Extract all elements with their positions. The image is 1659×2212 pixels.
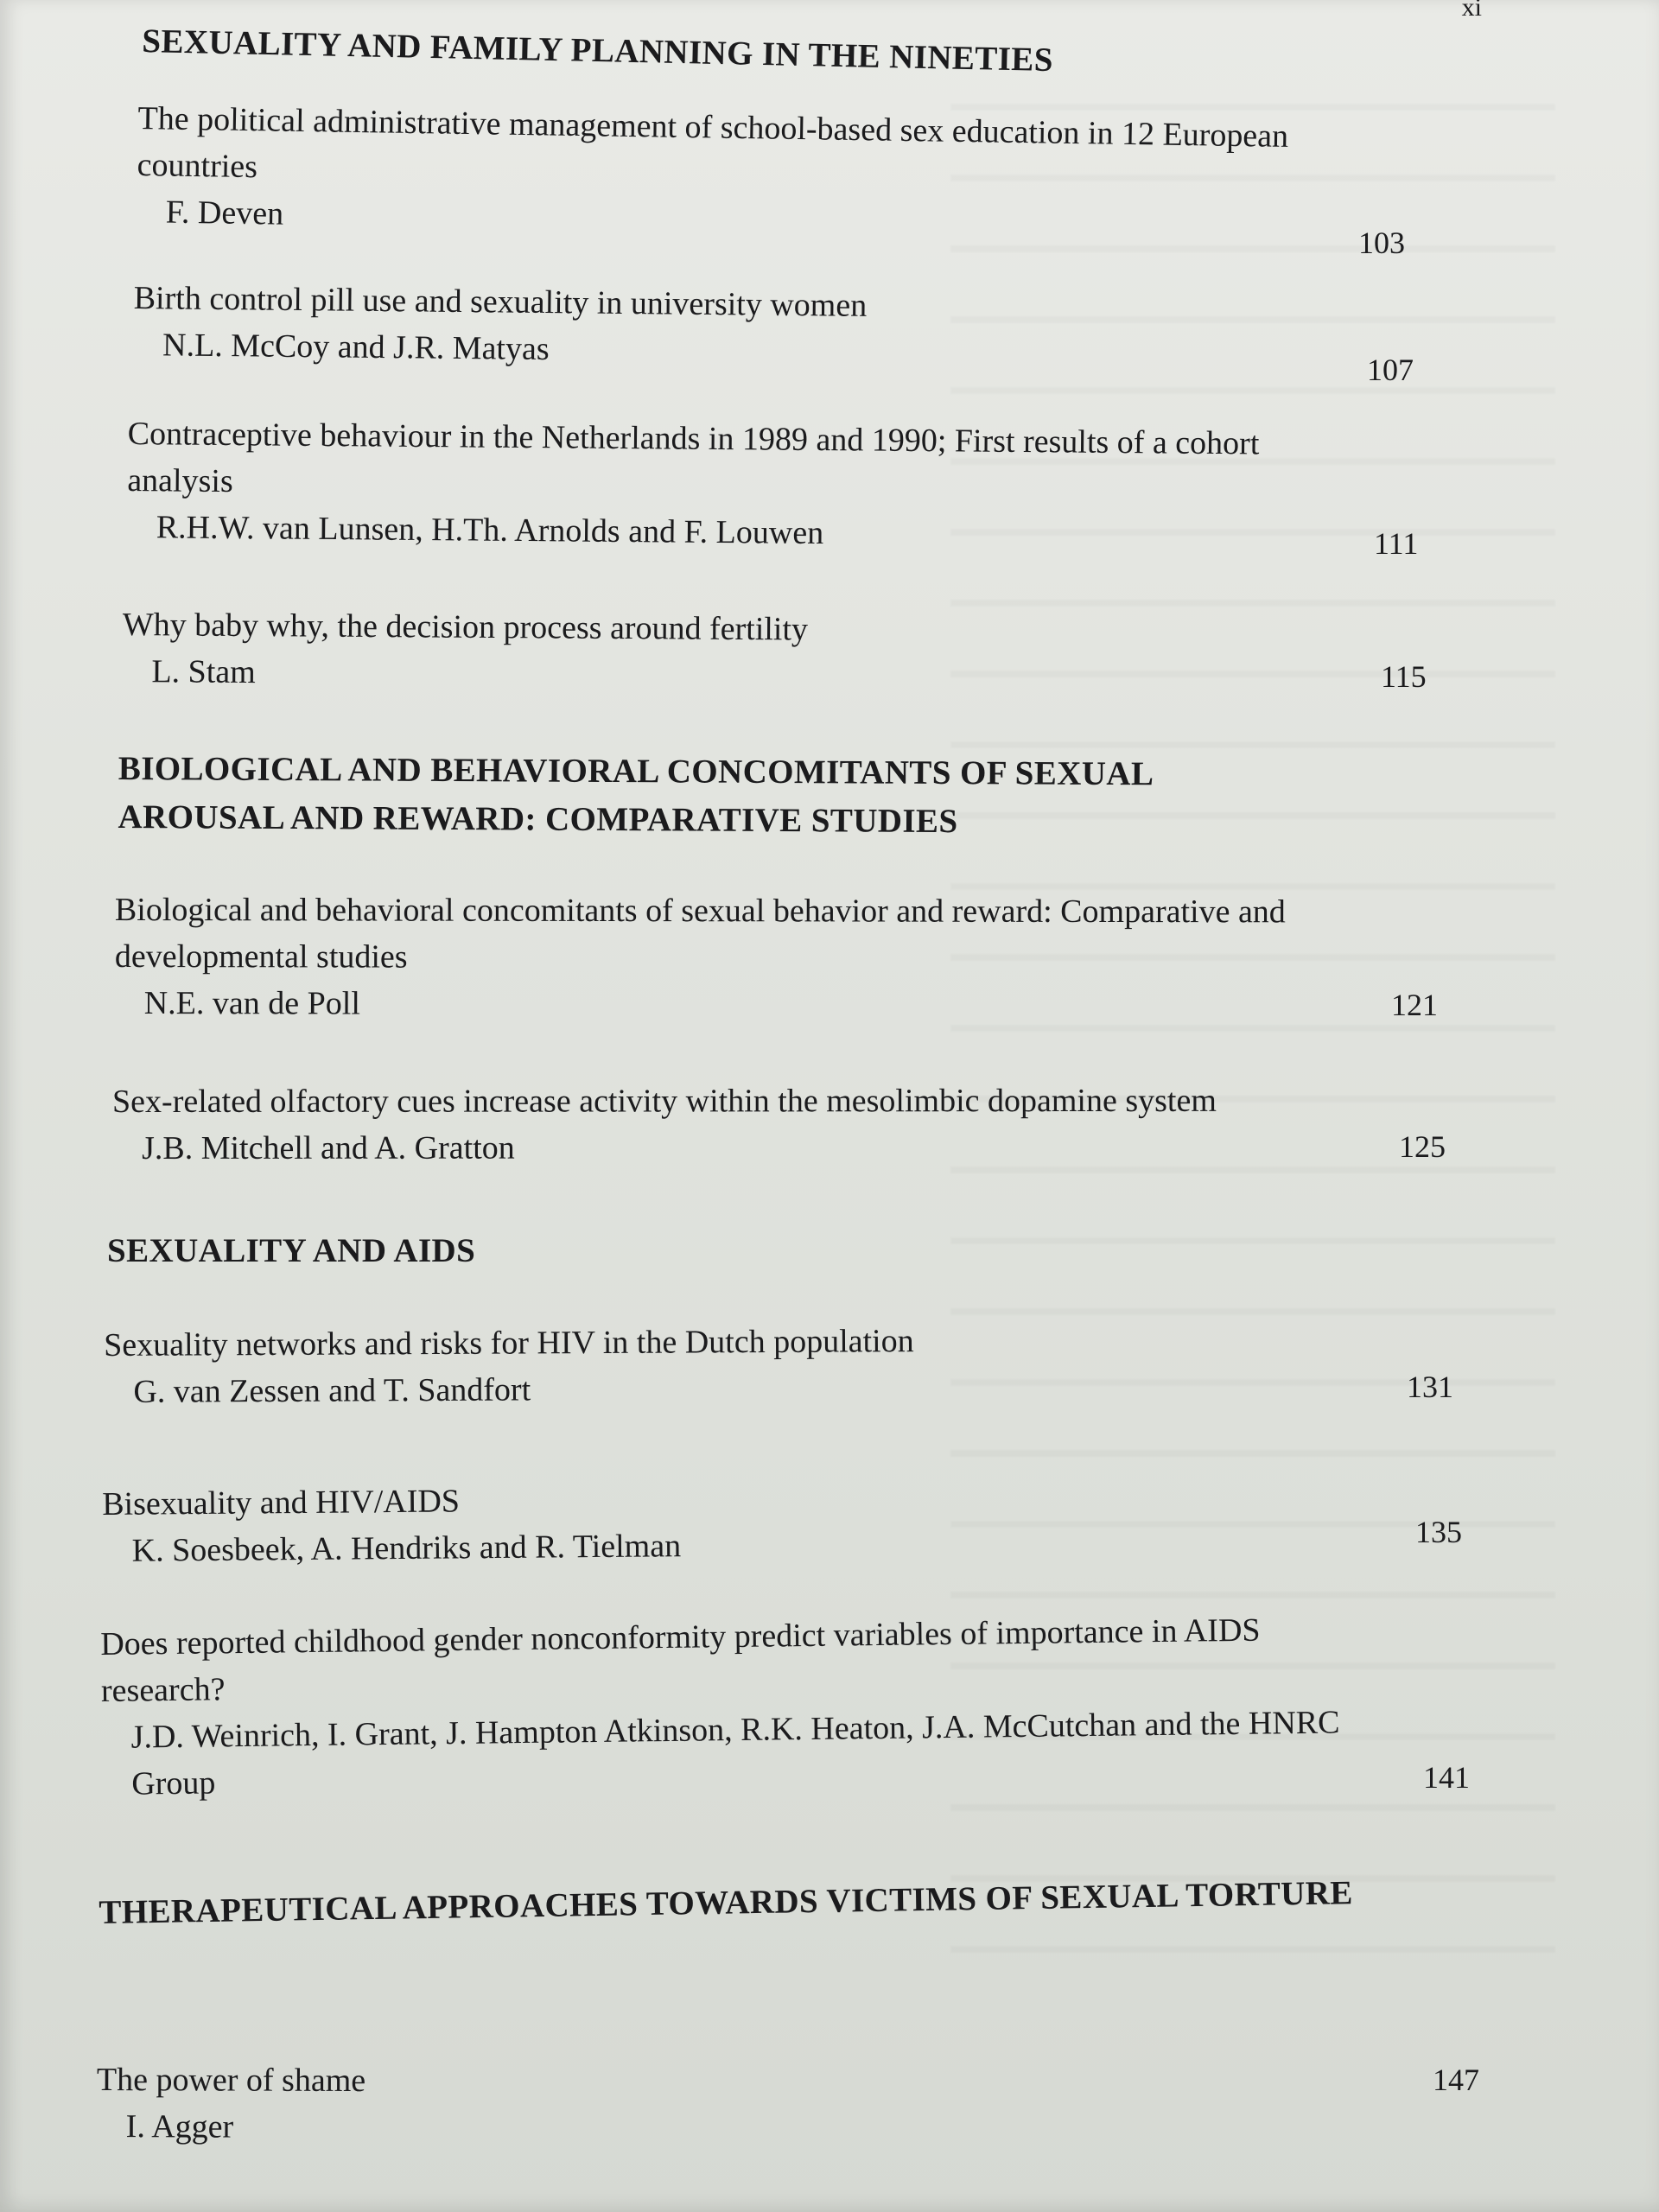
toc-entry xyxy=(100,1605,1347,1808)
entry-title: Why baby why, the decision process around fertility xyxy=(122,606,809,648)
entry-title: Contraceptive behaviour in the Netherlands in 1989 and 1990; First results of a cohort analysis xyxy=(127,415,1260,500)
entry-page-number: 125 xyxy=(1399,1129,1446,1164)
entry-page-number: 107 xyxy=(1367,353,1414,387)
entry-authors: N.E. van de Poll xyxy=(143,985,360,1022)
entry-authors: K. Soesbeek, A. Hendriks and R. Tielman xyxy=(131,1528,682,1569)
toc-entry xyxy=(115,887,1342,1028)
entry-page-number: 115 xyxy=(1381,659,1427,694)
table-of-contents xyxy=(96,0,1521,2212)
toc-entry xyxy=(127,410,1372,562)
entry-authors: F. Deven xyxy=(165,194,284,232)
entry-title: The power of shame xyxy=(96,2062,366,2100)
entry-page-number: 121 xyxy=(1391,988,1438,1022)
entry-title: Sexuality networks and risks for HIV in the Dutch population xyxy=(104,1323,914,1363)
toc-entry xyxy=(97,2056,874,2152)
entry-page-number: 135 xyxy=(1415,1515,1462,1549)
entry-title: Biological and behavioral concomitants of sexual behavior and reward: Comparative and developmental studies xyxy=(114,892,1286,976)
entry-authors: J.B. Mitchell and A. Gratton xyxy=(142,1129,515,1166)
section-heading: SEXUALITY AND FAMILY PLANNING IN THE NINETIES xyxy=(141,22,1054,79)
toc-entry xyxy=(136,95,1347,254)
entry-authors: N.L. McCoy and J.R. Matyas xyxy=(162,327,550,368)
toc-entry xyxy=(133,275,1223,379)
entry-authors: R.H.W. van Lunsen, H.Th. Arnolds and F. Louwen xyxy=(156,509,824,552)
entry-title: The political administrative management of school-based sex education in 12 European countries xyxy=(137,99,1289,186)
entry-page-number: 147 xyxy=(1433,2063,1479,2097)
entry-title: Bisexuality and HIV/AIDS xyxy=(102,1483,461,1522)
entry-authors: I. Agger xyxy=(125,2108,234,2145)
toc-entry xyxy=(102,1472,1140,1574)
entry-authors: L. Stam xyxy=(151,653,256,691)
entry-page-number: 103 xyxy=(1358,226,1405,260)
entry-title: Does reported childhood gender nonconformity predict variables of importance in AIDS research? xyxy=(100,1611,1261,1709)
section-heading: THERAPEUTICAL APPROACHES TOWARDS VICTIMS OF SEXUAL TORTURE xyxy=(99,1874,1354,1931)
toc-entry xyxy=(122,601,1246,702)
entry-page-number: 141 xyxy=(1423,1760,1470,1795)
entry-authors: J.D. Weinrich, I. Grant, J. Hampton Atkinson, R.K. Heaton, J.A. McCutchan and the HNRC Group xyxy=(130,1704,1340,1802)
toc-entry xyxy=(104,1316,1332,1415)
toc-entry xyxy=(112,1077,1460,1172)
entry-authors: G. van Zessen and T. Sandfort xyxy=(133,1371,531,1410)
page-folio: xi xyxy=(1461,0,1482,22)
section-heading: BIOLOGICAL AND BEHAVIORAL CONCOMITANTS OF SEXUAL AROUSAL AND REWARD: COMPARATIVE STUDIES xyxy=(118,749,1153,841)
section-heading: SEXUALITY AND AIDS xyxy=(107,1232,476,1269)
entry-title: Sex-related olfactory cues increase activity within the mesolimbic dopamine system xyxy=(112,1082,1217,1120)
entry-title: Birth control pill use and sexuality in university women xyxy=(133,279,868,324)
entry-page-number: 131 xyxy=(1407,1370,1453,1404)
entry-page-number: 111 xyxy=(1374,526,1419,561)
